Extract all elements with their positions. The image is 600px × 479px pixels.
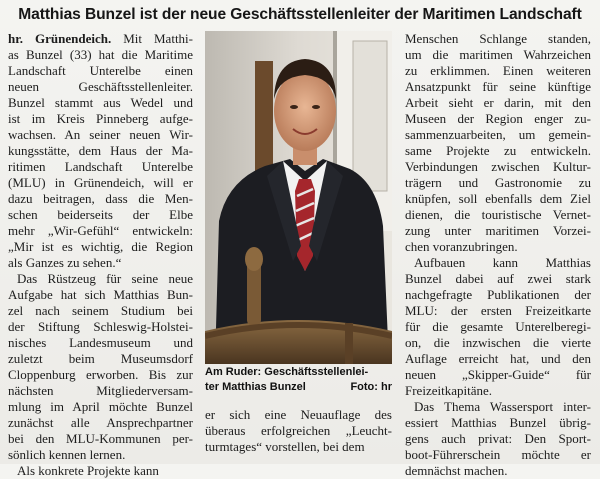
text-line: neuen Geschäftsstellenleiter. [8, 79, 193, 94]
text-line: MLU: der ersten Freizeitkarte [405, 303, 591, 318]
text-line: Aufbauen kann Matthias [414, 255, 591, 270]
caption-line-2 [205, 380, 392, 395]
text-line: mehr „Wir-Gefühl“ entwickeln: [8, 223, 193, 238]
text-line: Arbeit sieht er darin, mit den [405, 95, 591, 110]
text-line: dienen, die touristische Vernet- [405, 207, 591, 222]
text-fragment: Mit Matthi- [111, 31, 193, 46]
article-column-3 [405, 31, 591, 479]
photo-block [205, 31, 392, 395]
text-line: Museen der Region enger zu- [405, 111, 591, 126]
text-line: (MLU) in Grünendeich, will er [8, 175, 193, 190]
text-line: der Stiftung Schleswig-Holstei- [8, 319, 193, 334]
caption-text: ter Matthias Bunzel [205, 381, 306, 393]
text-line: zel nach seinem Studium bei [8, 303, 193, 318]
text-line: boot-Führerschein möchte er [405, 447, 591, 462]
text-line: demnächst machen. [405, 463, 508, 478]
text-line: kungsstätte, dem Haus der Ma- [8, 143, 193, 158]
text-line: Landschaft Unterelbe einen [8, 63, 193, 78]
text-line: dazu beitragen, dass die Men- [8, 191, 193, 206]
text-line: Das Rüstzeug für seine neue [17, 271, 193, 286]
text-line: Aufgabe hat sich Matthias Bun- [8, 287, 193, 302]
text-line: wachsen. An seiner neuen Wir- [8, 127, 193, 142]
portrait-illustration [205, 31, 392, 364]
text-line [8, 31, 193, 47]
text-line: zung unter maritimen Vorzei- [405, 223, 591, 238]
text-line: überaus erfolgreichen „Leucht- [205, 423, 392, 438]
text-line: Auflage erreicht hat, und den [405, 351, 591, 366]
text-line: Das Thema Wassersport inter- [414, 399, 591, 414]
text-line: zuletzt beim Museumsdorf [8, 351, 193, 366]
text-line: Menschen Schlange standen, [405, 31, 591, 46]
text-line: Cloppenburg erworben. Bis zur [8, 367, 193, 382]
caption-line-1: Am Ruder: Geschäftsstellenlei- [205, 366, 369, 378]
text-line: knüpfen, soll ebenfalls dem Ziel [405, 191, 591, 206]
text-line: Freizeitkapitäne. [405, 383, 492, 398]
text-line: Bunzel stammt aus Wedel und [8, 95, 193, 110]
text-line: neuen „Skipper-Guide“ für [405, 367, 591, 382]
photo-caption [205, 365, 392, 395]
text-line: gens auch privat: Den Sport- [405, 431, 591, 446]
text-line: als Ganzes zu sehen.“ [8, 255, 122, 270]
text-line: sammenzuarbeiten, um gemein- [405, 127, 591, 142]
text-line: turmtages“ vorstellen, bei dem [205, 439, 365, 454]
text-line: Bunzel dabei auf zwei stark [405, 271, 591, 286]
text-line: er sich eine Neuauflage des [205, 407, 392, 422]
text-line: ist im Kreis Pinneberg aufge- [8, 111, 193, 126]
text-line: Verbindungen zwischen Kultur- [405, 159, 591, 174]
article-column-1 [8, 31, 193, 479]
text-line: sönlich kennen lernen. [8, 447, 126, 462]
text-line: on, die inzwischen die vierte [405, 335, 591, 350]
text-line: nisches Landesmuseum und [8, 335, 193, 350]
text-line: „Mir ist es wichtig, die Region [8, 239, 193, 254]
text-line: zu erklimmen. Einen weiteren [405, 63, 591, 78]
text-line: same Projekte zu entwickeln. [405, 143, 591, 158]
text-line: nächsten Mitgliederversam- [8, 383, 193, 398]
text-line: Als konkrete Projekte kann [17, 463, 159, 478]
dateline: hr. Grünendeich. [8, 31, 112, 46]
text-line: mlung im April möchte Bunzel [8, 399, 193, 414]
portrait-photo [205, 31, 392, 364]
headline: Matthias Bunzel ist der neue Geschäftsstellenleiter der Maritimen Landschaft [18, 6, 582, 23]
article-column-2 [205, 407, 392, 455]
text-line: schen beiderseits der Elbe [8, 207, 193, 222]
text-line: trägern und Gastronomie zu [405, 175, 591, 190]
text-line: für die gesamte Unterelberegi- [405, 319, 591, 334]
text-line: Ansatzpunkt für seine künftige [405, 79, 591, 94]
text-line: um die maritimen Wahrzeichen [405, 47, 591, 62]
text-line: nachgefragte Publikationen der [405, 287, 591, 302]
text-line: ritimen Landschaft Unterelbe [8, 159, 193, 174]
text-line: bei den MLU-Kommunen per- [8, 431, 193, 446]
text-line: zunächst alle Ansprechpartner [8, 415, 193, 430]
text-line: as Bunzel (33) hat die Maritime [8, 47, 193, 62]
photo-credit: Foto: hr [350, 381, 392, 393]
text-line: chen voranzubringen. [405, 239, 518, 254]
text-line: essiert Matthias Bunzel übrig- [405, 415, 591, 430]
